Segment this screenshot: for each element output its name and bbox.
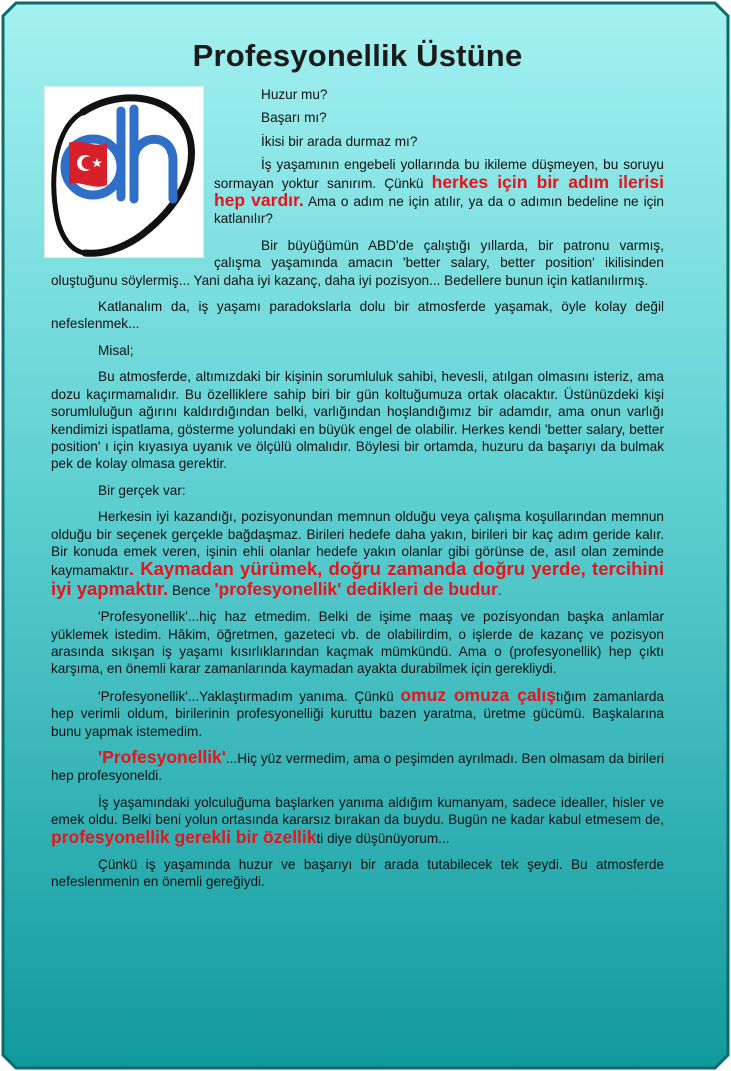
body-text: 'Profesyonellik'...hiç haz etmedim. Belki de işime maaş ve pozisyondan başka anlamlar yüklemek istedim. Hâkim, öğretmen, gazeteci vb. de olabilirdim, o işlerde de kazanç ve pozisyon arasında sıkışan iş yaşamı kısırlıklarından kaçmak mümkündü. Ama o (profesyonellik) hep çıktı karşıma, en önemli karar zamanlarında kaymadan ayakta durabilmek için gerekliydi. [51, 609, 664, 677]
body-text: Başarı mı? [261, 110, 327, 126]
highlight-text: . Kaymadan yürümek, doğru zamanda doğru yerde, tercihini iyi yapmaktır. [51, 558, 664, 599]
paragraph-p7 [51, 342, 664, 359]
body-text: tığım zamanlarda hep verimli oldum, birilerinin profesyonelliği kuruttu bazen yaratma, üretme gücümü. Başkalarına bunu yapmak istemedim. [51, 688, 664, 739]
dh-logo [44, 86, 204, 258]
paragraph-p13 [51, 749, 664, 785]
article [51, 38, 664, 900]
body-text: İş yaşamının engebeli yollarında bu ikileme düşmeyen, bu soruyu sormayan yoktur sanırım. Çünkü [214, 157, 664, 191]
paragraph-p11 [51, 608, 664, 678]
paragraph-p8 [51, 368, 664, 472]
logo-graphic [45, 87, 203, 257]
paragraph-p10 [51, 508, 664, 599]
body-text: İkisi bir arada durmaz mı? [261, 133, 418, 149]
body-text: İş yaşamındaki yolculuğuma başlarken yanıma aldığım kumanyam, sadece idealler, hisler ve emek oldu. Belki beni yolun ortasında kararsız bırakan da buydu. Bugün ne kadar kabul etmesem de, [51, 794, 664, 828]
body-text: Herkesin iyi kazandığı, pozisyonundan memnun olduğu veya çalışma koşullarından memnun olduğu bir seçenek gerçekle bağdaşmaz. Birileri hedefe daha yakın, birileri bir kaç adım geride kalır. Bir konuda emek veren, işinin ehli olanlar hedefe yakın olanlar gibi görünse de, asıl olan zeminde kaymamaktır [51, 509, 664, 579]
highlight-text: 'Profesyonellik' [98, 747, 226, 767]
body-text: Çünkü iş yaşamında huzur ve başarıyı bir arada tutabilecek tek şeydi. Bu atmosferde nefeslenmenin en önemli gereğiydi. [51, 857, 664, 890]
body-text: 'Profesyonellik'...Yaklaştırmadım yanıma. Çünkü [98, 688, 401, 704]
body-text: ti diye düşünüyorum... [316, 830, 450, 846]
paragraph-p9 [51, 482, 664, 499]
paragraph-p15 [51, 856, 664, 891]
body-text: Bir gerçek var: [98, 482, 186, 498]
page-title: Profesyonellik Üstüne [192, 38, 523, 73]
paragraph-p14 [51, 794, 664, 847]
highlight-text: omuz omuza çalış [400, 684, 557, 705]
highlight-text: 'profesyonellik' dedikleri de budur [214, 578, 498, 599]
paragraph-p12 [51, 684, 664, 740]
body-text: Misal; [98, 342, 134, 358]
body-text: Katlanalım da, iş yaşamı paradokslarla dolu bir atmosferde yaşamak, öyle kolay değil nefeslenmek... [51, 299, 664, 332]
highlight-text: herkes için bir adım ilerisi hep vardır. [214, 171, 664, 211]
body-text: Ama o adım ne için atılır, ya da o adımın bedeline ne için katlanılır? [214, 194, 664, 227]
body-text: Bence [168, 582, 215, 598]
paragraph-p6 [51, 298, 664, 333]
body-text: . [497, 582, 502, 598]
highlight-text: profesyonellik gerekli bir özellik [51, 826, 317, 847]
body-text: Huzur mu? [261, 87, 328, 102]
body-text: Bir büyüğümün ABD'de çalıştığı yıllarda, bir patronu varmış, çalışma yaşamında amacın 'better salary, better position' ikilisinden oluştuğunu söylermiş... Yani daha iyi kazanç, daha iyi pozisyon... Bedellere bunun için katlanılırmış. [51, 237, 664, 288]
body-text: ...Hiç yüz vermedim, ama o peşimden ayrılmadı. Ben olmasam da birileri hep profesyoneldi. [51, 751, 664, 784]
body-text: Bu atmosferde, altımızdaki bir kişinin sorumluluk sahibi, hevesli, atılgan olmasını isteriz, ama dozu kaçırmamalıdır. Bu özelliklere sahip biri bir gün koltuğumuza ortak olacaktır. Üstünüzdeki kişi sorumluluğun ağırını kaldırdığından belki, varlığından hoşlandığımız bir adamdır, ama onun varlığı kendimizi ispatlama, gösterme yolundaki en büyük engel de olabilir. Herkes kendi 'better salary, better position' ı için kıyasıya uyanık ve ölçülü olmalıdır. Böylesi bir ortamda, huzuru da başarıyı da bulmak pek de kolay olmasa gerektir. [51, 369, 664, 472]
